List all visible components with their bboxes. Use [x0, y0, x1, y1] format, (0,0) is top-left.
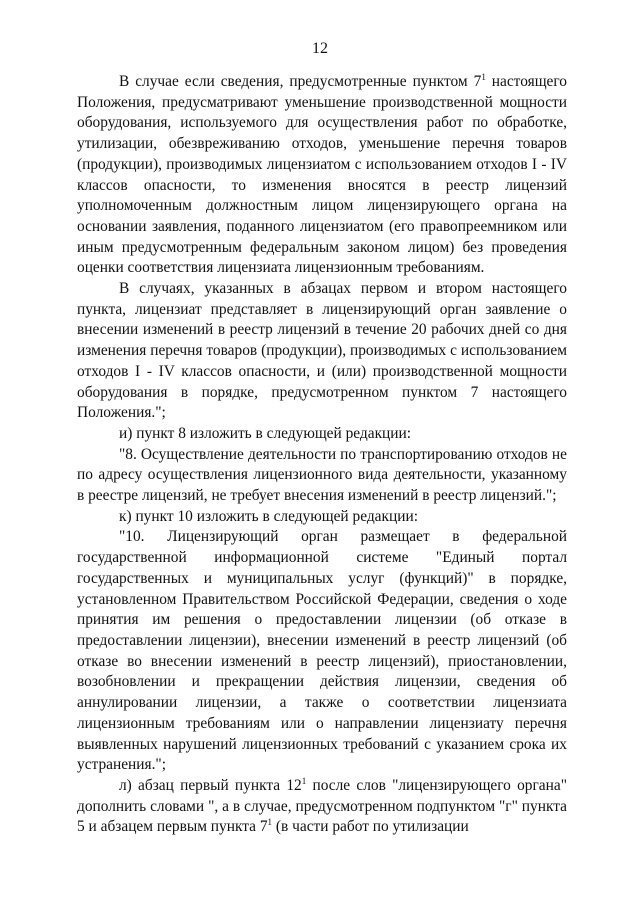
paragraph-text: В случаях, указанных в абзацах первом и втором настоящего пункта, лицензиат представляет в лицензирующий орган заявление о внесении изменений в реестр лицензий в течение 20 рабочих дней со дня изменения перечня товаров (продукции), производимых с использованием отходов I - IV классов опасности, и (или) производственной мощности оборудования в порядке, предусмотренном пунктом 7 настоящего Положения."; [77, 280, 567, 422]
document-body [77, 72, 567, 838]
paragraph-text: после слов "лицензирующего органа" дополнить словами ", а в случае, предусмотренном подпунктом "г" пункта 5 и абзацем первым пункта 7 [77, 776, 567, 836]
page-number: 12 [312, 40, 328, 57]
paragraph [77, 507, 567, 528]
paragraph-text: "10. Лицензирующий орган размещает в федеральной государственной информационной системе "Единый портал государственных и муниципальных услуг (функций)" в порядке, установленном Правительством Российской Федерации, сведения о ходе принятия им решения о предоставлении лицензии (об отказе в предоставлении лицензии), внесении изменений в реестр лицензий (об отказе во внесении изменений в реестр лицензий), приостановлении, возобновлении и прекращении действия лицензии, сведения об аннулировании лицензии, а также о соответствии лицензиата лицензионным требованиям или о направлении лицензиату перечня выявленных нарушений лицензионных требований с указанием срока их устранения."; [77, 528, 567, 774]
paragraph [77, 72, 567, 279]
paragraph-text: и) пункт 8 изложить в следующей редакции: [119, 424, 412, 442]
paragraph [77, 424, 567, 445]
paragraph [77, 527, 567, 775]
paragraph-text: к) пункт 10 изложить в следующей редакции: [119, 507, 418, 525]
paragraph-text: "8. Осуществление деятельности по транспортированию отходов не по адресу осуществления лицензионного вида деятельности, указанному в реестре лицензий, не требует внесения изменений в реестр лицензий."; [77, 445, 567, 505]
paragraph [77, 776, 567, 838]
paragraph-text: В случае если сведения, предусмотренные пунктом 7 [119, 73, 482, 90]
paragraph [77, 279, 567, 424]
paragraph-text: (в части работ по утилизации [272, 818, 469, 836]
paragraph-text: л) абзац первый пункта 12 [119, 776, 302, 794]
paragraph-text: настоящего Положения, предусматривают уменьшение производственной мощности оборудования, используемого для осуществления работ по обработке, утилизации, обезвреживанию отходов, уменьшение перечня товаров (продукции), производимых лицензиатом с использованием отходов I - IV классов опасности, то изменения вносятся в реестр лицензий уполномоченным должностным лицом лицензирующего органа на основании заявления, поданного лицензиатом (его правопреемником или иным предусмотренным федеральным законом лицом) без проведения оценки соответствия лицензиата лицензионным требованиям. [77, 73, 567, 277]
superscript: 1 [267, 817, 273, 828]
superscript: 1 [481, 72, 486, 82]
superscript: 1 [301, 775, 307, 786]
paragraph [77, 445, 567, 507]
